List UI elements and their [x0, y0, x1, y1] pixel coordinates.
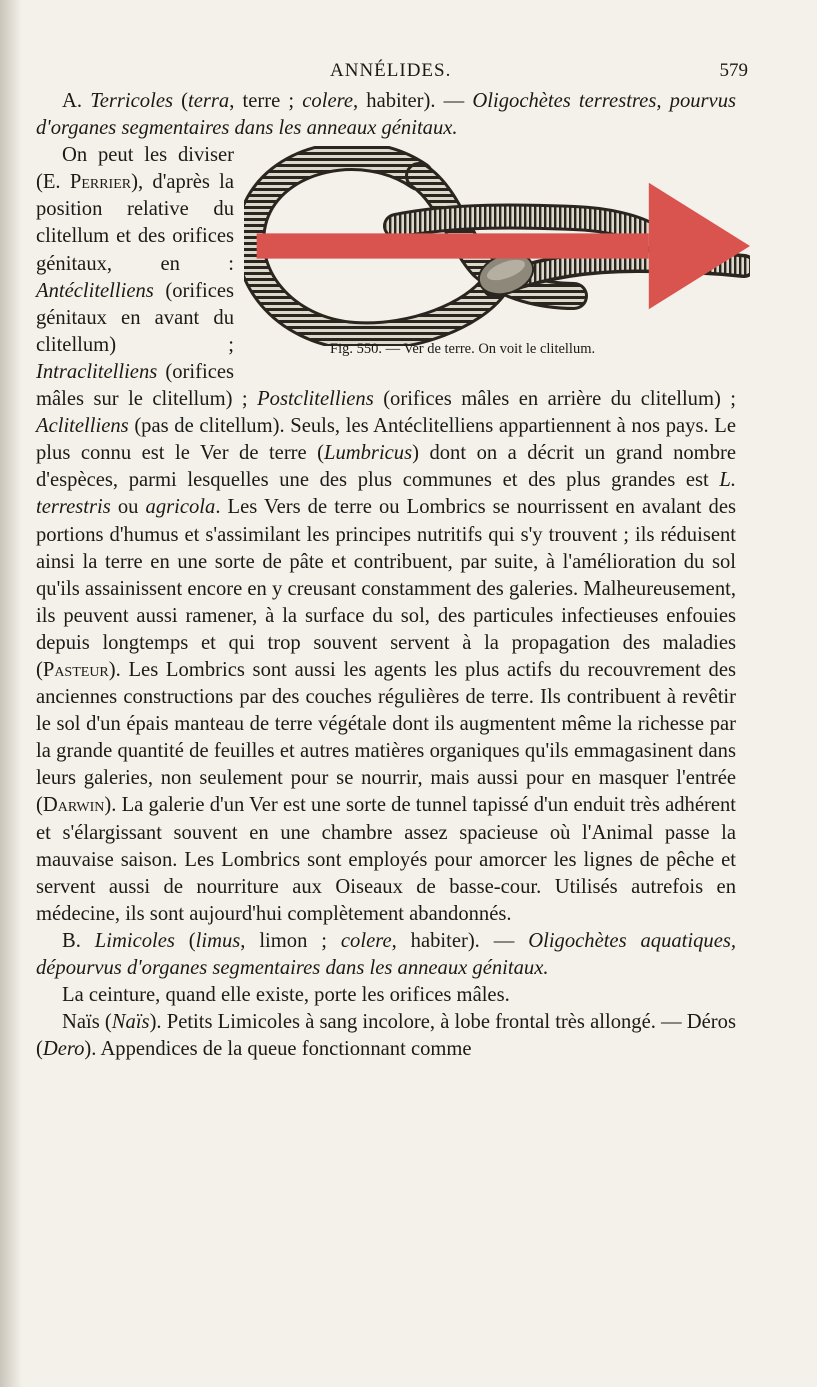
term-postclitelliens: Postclitelliens	[257, 388, 374, 411]
caption-arrow-icon	[244, 146, 750, 346]
section-a-heading	[36, 88, 736, 142]
term-anteclitelliens: Antéclitelliens	[36, 279, 154, 302]
division-text-10: ). Les Lombrics sont aussi les agents les plus actifs du recouvrement des anciennes constructions par des couches régulières de terre. Ils contribuent à revêtir le sol d'un épais manteau de terre végétale dont ils augmentent même la richesse par la grande quantité de feuilles et autres matières organiques qu'ils emmagasinent dans leurs galeries, non seulement pour se nourrir, mais aussi pour en masquer l'entrée (	[36, 658, 736, 817]
running-header	[36, 52, 748, 88]
division-text-3: (orifices génitaux en avant du clitellum) ;	[36, 279, 234, 356]
header-title: ANNÉLIDES.	[330, 60, 452, 81]
species-agricola: agricola	[145, 496, 216, 519]
section-a-name: Terricoles	[90, 90, 173, 112]
division-text-5: (orifices mâles en arrière du clitellum) ;	[373, 388, 737, 411]
division-text-6: (pas de clitellum). Seuls, les Antéclitelliens appartiennent à nos pays. Le plus connu est le Ver de terre (	[36, 415, 736, 465]
section-b-etym-limus: limus	[195, 929, 241, 952]
division-text-2: ), d'après la position relative du clitellum et des orifices génitaux, en :	[36, 171, 235, 275]
division-text-7: ) dont on a décrit un grand nombre d'espèces, parmi lesquelles une des plus communes et des plus grandes est	[36, 442, 736, 492]
division-text-11: ). La galerie d'un Ver est une sorte de tunnel tapissé d'un enduit très adhérent et s'élargissant souvent en une chambre assez spacieuse où l'Animal passe la mauvaise saison. Les Lombrics sont employés pour amorcer les lignes de pêche et servent aussi de nourriture aux Oiseaux de basse-cour. Utilisés autrefois en médecine, ils sont aujourd'hui complètement abandonnés.	[36, 794, 736, 925]
nais-text-3: ). Appendices de la queue fonctionnant comme	[84, 1038, 472, 1061]
genus-nais: Naïs	[111, 1011, 150, 1034]
figure-caption: Fig. 550. — Ver de terre. On voit le clitellum.	[330, 341, 596, 358]
section-b-etym-2: , habiter). —	[391, 929, 529, 952]
section-b-etym-colere: colere	[340, 929, 392, 952]
term-intraclitelliens: Intraclitelliens	[36, 360, 158, 383]
page-edge-shadow	[0, 0, 22, 1387]
author-darwin: Darwin	[42, 794, 105, 817]
nais-text-2: ). Petits Limicoles à sang incolore, à lobe frontal très allongé. — Déros (	[36, 1011, 736, 1061]
section-b-etym-1: , limon ;	[240, 929, 341, 952]
species-terrestris: L. terrestris	[36, 469, 736, 519]
author-perrier: Perrier	[69, 171, 132, 194]
section-b-name: Limicoles	[94, 929, 175, 952]
page-number: 579	[719, 60, 748, 81]
nais-text-1: Naïs (	[62, 1011, 112, 1034]
section-b-heading	[36, 928, 736, 982]
division-text-9: . Les Vers de terre ou Lombrics se nourrissent en avalant des portions d'humus et s'assimilant les principes nutritifs qui s'y trouvent ; ils réduisent ainsi la terre en une sorte de pâte et contribuent, par suite, à l'amélioration du sol qu'ils assainissent encore en y creusant constamment des galeries. Malheureusement, ils peuvent aussi ramener, à la surface du sol, des particules infectieuses enfouies depuis longtemps et qui trop souvent servent à la propagation des maladies (	[36, 496, 736, 681]
earthworm-figure	[244, 146, 750, 378]
book-page	[36, 52, 748, 1063]
section-a-etym-1: , terre ;	[229, 90, 303, 112]
section-b-description: Oligochètes aquatiques, dépourvus d'organes segmentaires dans les anneaux génitaux.	[36, 929, 737, 979]
section-a-etym-terra: terra	[188, 90, 230, 112]
section-a-etym-open: (	[172, 90, 189, 112]
section-a-etym-colere: colere	[302, 90, 353, 112]
nais-paragraph	[36, 1009, 736, 1063]
section-a-letter: A.	[62, 90, 83, 112]
division-text-4: (orifices mâles sur le clitellum) ;	[36, 360, 258, 411]
author-pasteur: Pasteur	[42, 658, 109, 681]
division-paragraph	[36, 142, 736, 928]
ceinture-paragraph: La ceinture, quand elle existe, porte les orifices mâles.	[62, 984, 510, 1007]
genus-dero: Dero	[42, 1038, 85, 1061]
division-text-8: ou	[110, 496, 146, 519]
section-a-etym-2: , habiter). —	[352, 90, 473, 112]
section-b-letter: B.	[62, 929, 81, 952]
section-a-description: Oligochètes terrestres, pourvus d'organes segmentaires dans les anneaux génitaux.	[36, 90, 737, 140]
section-b-etym-open: (	[174, 929, 196, 952]
term-aclitelliens: Aclitelliens	[36, 415, 129, 438]
division-text-1: On peut les diviser (E.	[36, 144, 234, 194]
genus-lumbricus: Lumbricus	[324, 442, 413, 465]
